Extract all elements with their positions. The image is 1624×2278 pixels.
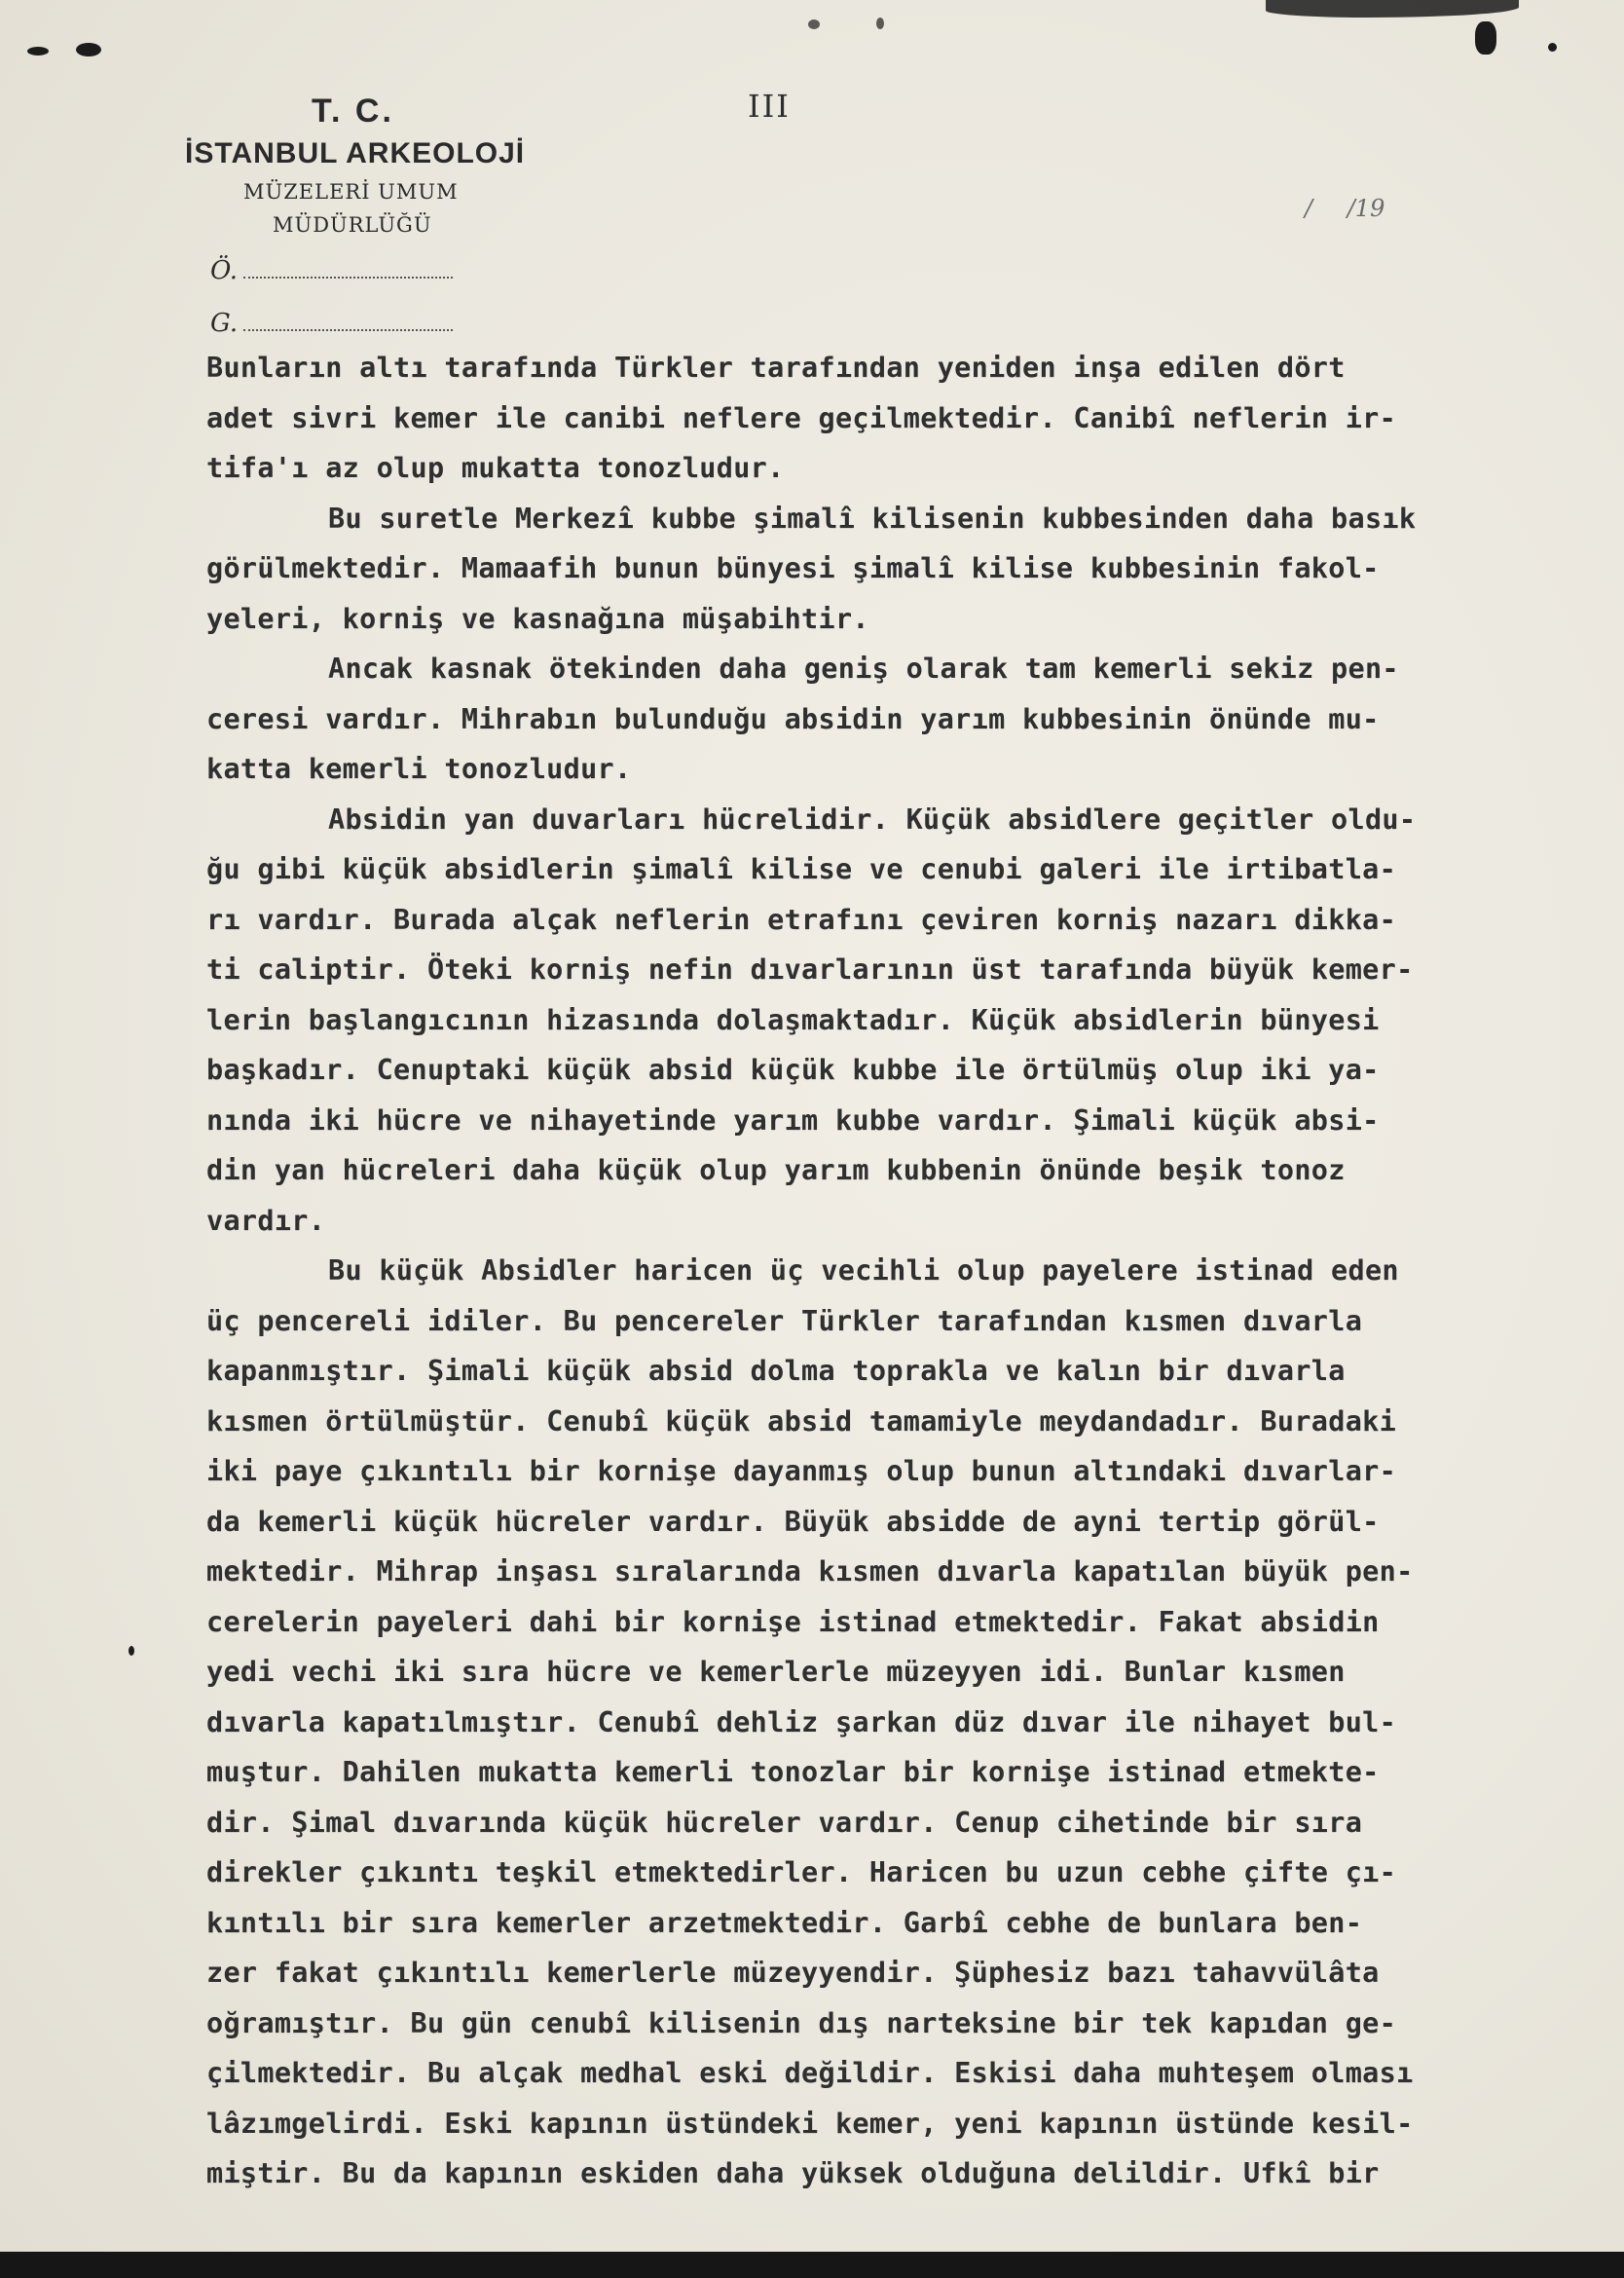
text-line: nında iki hücre ve nihayetinde yarım kubbe vardır. Şimali küçük absi- — [206, 1103, 1380, 1137]
field-g-dotted-line — [243, 329, 453, 331]
text-line: Bunların altı tarafında Türkler tarafından yeniden inşa edilen dört — [206, 352, 1346, 384]
text-line: tifa'ı az olup mukatta tonozludur. — [206, 452, 785, 484]
text-line: vardır. — [206, 1204, 326, 1237]
ink-smudge — [876, 18, 884, 29]
letterhead-org: İSTANBUL ARKEOLOJİ — [185, 137, 526, 169]
field-o-label: Ö. — [210, 256, 239, 285]
letterhead-field-o — [210, 256, 453, 285]
text-line: mektedir. Mihrap inşası sıralarında kısmen dıvarla kapatılan büyük pen- — [206, 1555, 1414, 1587]
ink-smudge — [76, 43, 101, 56]
ink-smudge — [1475, 21, 1496, 55]
letterhead-subtitle-2: MÜDÜRLÜĞÜ — [273, 213, 432, 237]
text-line: üç pencereli idiler. Bu pencereler Türkler tarafından kısmen dıvarla — [206, 1304, 1363, 1337]
text-line: oğramıştır. Bu gün cenubî kilisenin dış narteksine bir tek kapıdan ge- — [206, 2006, 1397, 2039]
text-line: yedi vechi iki sıra hücre ve kemerlerle müzeyyen idi. Bunlar kısmen — [206, 1656, 1346, 1688]
text-line: dir. Şimal dıvarında küçük hücreler vardır. Cenup cihetinde bir sıra — [206, 1806, 1363, 1839]
text-line: çilmektedir. Bu alçak medhal eski değildir. Eskisi daha muhteşem olması — [206, 2057, 1414, 2089]
text-line: lerin başlangıcının hizasında dolaşmaktadır. Küçük absidlerin bünyesi — [206, 1003, 1380, 1036]
text-line: muştur. Dahilen mukatta kemerli tonozlar bir kornişe istinad etmekte- — [206, 1756, 1380, 1788]
text-line: Ancak kasnak ötekinden daha geniş olarak tam kemerli sekiz pen- — [328, 653, 1399, 685]
field-g-label: G. — [210, 309, 239, 338]
field-o-dotted-line — [243, 277, 453, 279]
text-line: kapanmıştır. Şimali küçük absid dolma toprakla ve kalın bir dıvarla — [206, 1355, 1346, 1387]
text-line: katta kemerli tonozludur. — [206, 753, 632, 785]
text-line: miştir. Bu da kapının eskiden daha yüksek olduğuna delildir. Ufkî bir — [206, 2157, 1380, 2189]
text-line: cerelerin payeleri dahi bir kornişe istinad etmektedir. Fakat absidin — [206, 1605, 1380, 1638]
text-line: kısmen örtülmüştür. Cenubî küçük absid tamamiyle meydandadır. Buradaki — [206, 1404, 1397, 1438]
ink-smudge — [129, 1646, 134, 1656]
text-line: Bu küçük Absidler haricen üç vecihli olup payelere istinad eden — [328, 1254, 1399, 1287]
text-line: da kemerli küçük hücreler vardır. Büyük absidde de ayni tertip görül- — [206, 1505, 1380, 1538]
ink-smudge — [1548, 43, 1557, 52]
ink-smudge — [808, 19, 820, 29]
text-line: zer fakat çıkıntılı kemerlerle müzeyyendir. Şüphesiz bazı tahavvülâta — [206, 1957, 1380, 1989]
text-line: görülmektedir. Mamaafih bunun bünyesi şimalî kilise kubbesinin fakol- — [206, 552, 1380, 584]
body-text — [206, 343, 1608, 2199]
text-line: lâzımgelirdi. Eski kapının üstündeki kemer, yeni kapının üstünde kesil- — [206, 2107, 1414, 2140]
text-line: iki paye çıkıntılı bir kornişe dayanmış olup bunun altındaki dıvarlar- — [206, 1455, 1397, 1487]
reference-number: / /19 — [1305, 195, 1385, 222]
text-line: rı vardır. Burada alçak neflerin etrafını çeviren korniş nazarı dikka- — [206, 903, 1397, 936]
text-line: din yan hücreleri daha küçük olup yarım kubbenin önünde beşik tonoz — [206, 1154, 1346, 1186]
text-line: Absidin yan duvarları hücrelidir. Küçük absidlere geçitler oldu- — [328, 803, 1417, 836]
letterhead-subtitle: MÜZELERİ UMUM — [243, 180, 459, 204]
letterhead-tc: T. C. — [312, 93, 394, 130]
page-number: III — [748, 88, 791, 125]
scan-bottom-edge — [0, 2252, 1624, 2278]
text-line: dıvarla kapatılmıştır. Cenubî dehliz şarkan düz dıvar ile nihayet bul- — [206, 1705, 1397, 1738]
letterhead-field-g — [210, 309, 453, 338]
text-line: kıntılı bir sıra kemerler arzetmektedir. Garbî cebhe de bunlara ben- — [206, 1906, 1363, 1939]
text-line: adet sivri kemer ile canibi neflere geçilmektedir. Canibî neflerin ir- — [206, 401, 1397, 434]
text-line: ğu gibi küçük absidlerin şimalî kilise ve cenubi galeri ile irtibatla- — [206, 853, 1397, 885]
text-line: ceresi vardır. Mihrabın bulunduğu absidin yarım kubbesinin önünde mu- — [206, 702, 1380, 735]
text-line: yeleri, korniş ve kasnağına müşabihtir. — [206, 602, 869, 635]
text-line: başkadır. Cenuptaki küçük absid küçük kubbe ile örtülmüş olup iki ya- — [206, 1054, 1380, 1086]
text-line: ti caliptir. Öteki korniş nefin dıvarlarının üst tarafında büyük kemer- — [206, 953, 1414, 986]
text-line: Bu suretle Merkezî kubbe şimalî kilisenin kubbesinden daha basık — [328, 502, 1417, 535]
ink-smudge — [27, 47, 49, 56]
text-line: direkler çıkıntı teşkil etmektedirler. Haricen bu uzun cebhe çifte çı- — [206, 1856, 1397, 1888]
